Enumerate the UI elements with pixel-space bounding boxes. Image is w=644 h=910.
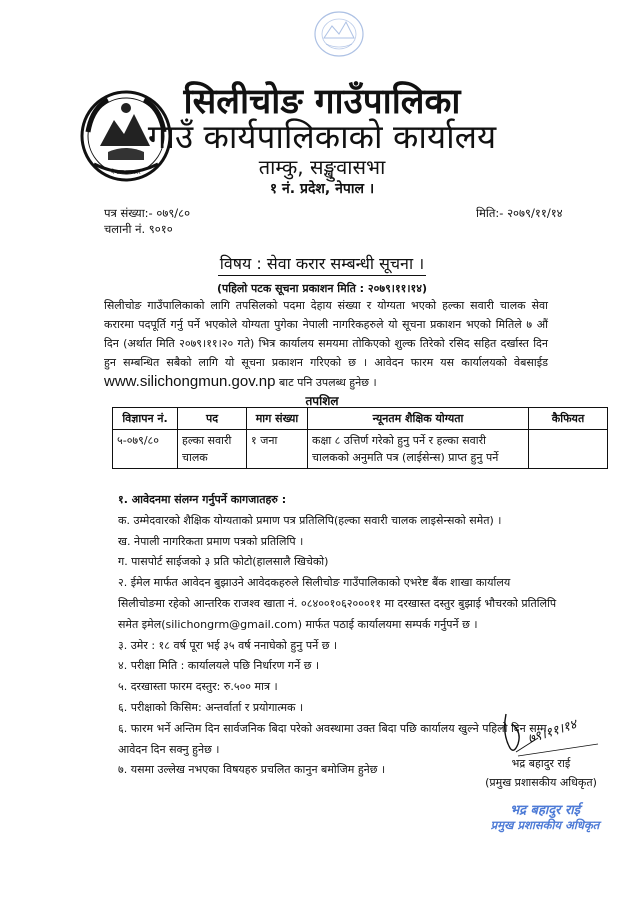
subject-text: विषय : सेवा करार सम्बन्धी सूचना ।: [218, 254, 426, 276]
org-name: सिलीचोङ गाउँपालिका: [183, 82, 461, 122]
signatory-title: (प्रमुख प्रशासकीय अधिकृत): [485, 776, 597, 789]
reference-number: पत्र संख्या:- ०७९/८०: [104, 206, 191, 220]
list-item: ३. उमेर : १८ वर्ष पूरा भई ३५ वर्ष ननाघेको हुनु पर्ने छ ।: [118, 638, 338, 652]
requirements-list: [118, 490, 558, 781]
office-seal-icon: [312, 8, 366, 60]
header-ad-no: विज्ञापन नं.: [113, 408, 178, 430]
cell-remarks: [529, 430, 608, 469]
header-post: पद: [178, 408, 247, 430]
list-item: क. उम्मेदवारको शैक्षिक योग्यताको प्रमाण पत्र प्रतिलिपि(हल्का सवारी चालक लाइसेन्सको समेत) ।: [118, 513, 502, 527]
list-item: ग. पासपोर्ट साईजको ३ प्रति फोटो(हालसालै खिचेको): [118, 555, 329, 569]
dispatch-number: चलानी नं. ९०१०: [104, 222, 173, 236]
table-header-row: [113, 408, 608, 430]
stamp-title: प्रमुख प्रशासकीय अधिकृत: [490, 818, 600, 832]
list-item: २. ईमेल मार्फत आवेदन बुझाउने आवेदकहरुले सिलीचोङ गाउँपालिकाको एभरेष्ट बैंक शाखा कार्यालय सिलीचोङमा रहेको आन्तरिक राजश्व खाता नं. ०८४००१०६२०००११ मा दरखास्त दस्तुर बुझाई भौचरको प्रतिलिपि समेत इमेल(silichongrm@gmail.com) मार्फत पठाई कार्यालयमा सम्पर्क गर्नुपर्ने छ ।: [118, 576, 557, 631]
office-name: गाउँ कार्यपालिकाको कार्यालय: [147, 117, 497, 156]
list-item: ख. नेपाली नागरिकता प्रमाण पत्रको प्रतिलिपि ।: [118, 534, 304, 548]
publication-date: (पहिलो पटक सूचना प्रकाशन मिति : २०७९।११।१४): [216, 282, 428, 295]
cell-post: हल्का सवारी चालक: [178, 430, 247, 469]
requirements-title: १. आवेदनमा संलग्न गर्नुपर्ने कागजातहरु :: [118, 493, 287, 506]
paragraph-end: बाट पनि उपलब्ध हुनेछ ।: [278, 376, 377, 389]
notice-paragraph: [104, 296, 548, 392]
cell-ad-no: ५-०७९/८०: [113, 430, 178, 469]
list-item: ५. दरखास्ता फारम दस्तुर: रु.५०० मात्र ।: [118, 680, 278, 694]
header-demand: माग संख्या: [247, 408, 308, 430]
header-qualification: न्यूनतम शैक्षिक योग्यता: [308, 408, 529, 430]
emblem-motto: नेपाल सरकार: [111, 169, 141, 176]
cell-demand: १ जना: [247, 430, 308, 469]
table-caption: तपशिल: [305, 394, 339, 408]
list-item: ४. परीक्षा मिति : कार्यालयले पछि निर्धारण गर्ने छ ।: [118, 659, 320, 673]
handwritten-date: ७९।११।१४: [526, 717, 579, 748]
list-item: ७. यसमा उल्लेख नभएका विषयहरु प्रचलित कानुन बमोजिम हुनेछ ।: [118, 763, 386, 777]
paragraph-text: सिलीचोङ गाउँपालिकाको लागि तपसिलको पदमा देहाय संख्या र योग्यता भएको हल्का सवारी चालक सेवा करारमा पदपूर्ति गर्नु पर्ने भएकोले योग्यता पुगेका नेपाली नागरिकहरुले यो सूचना प्रकाशन भएको मितिले ७ औं दिन (अर्थात मिति २०७९।११।२० गते) भित्र कार्यालय समयमा तोकिएको शुल्क तिरेको रसिद सहित दर्खास्त दिन हुन सम्बन्धित सबैको लागि यो सूचना प्रकाशन गरिएको छ । आवेदन फारम यस कार्यालयको वेबसाईड: [104, 299, 548, 369]
list-item: ६. फारम भर्ने अन्तिम दिन सार्वजनिक बिदा परेको अवस्थामा उक्त बिदा पछि कार्यालय खुल्ने पहिलो दिन सम्म आवेदन दिन सक्नु हुनेछ ।: [118, 721, 547, 756]
subject-line: [0, 252, 644, 274]
list-item: ६. परीक्षाको किसिम: अन्तर्वार्ता र प्रयोगात्मक ।: [118, 700, 304, 714]
province-line: १ नं. प्रदेश, नेपाल ।: [269, 181, 375, 197]
cell-qualification: कक्षा ८ उत्तिर्ण गरेको हुनु पर्ने र हल्का सवारी चालकको अनुमति पत्र (लाईसेन्स) प्राप्त हुनु पर्ने: [308, 430, 529, 469]
table-row: [113, 430, 608, 469]
letter-date: मिति:- २०७९/११/१४: [476, 206, 563, 220]
stamp-name: भद्र बहादुर राई: [509, 803, 581, 818]
header-remarks: कैफियत: [529, 408, 608, 430]
office-address: ताम्कु, सङ्खुवासभा: [258, 155, 386, 179]
vacancy-table: [112, 407, 608, 469]
signatory-name: भद्र बहादुर राई: [511, 757, 571, 770]
website-link[interactable]: www.silichongmun.gov.np: [104, 373, 276, 390]
signature-icon: [498, 704, 608, 764]
